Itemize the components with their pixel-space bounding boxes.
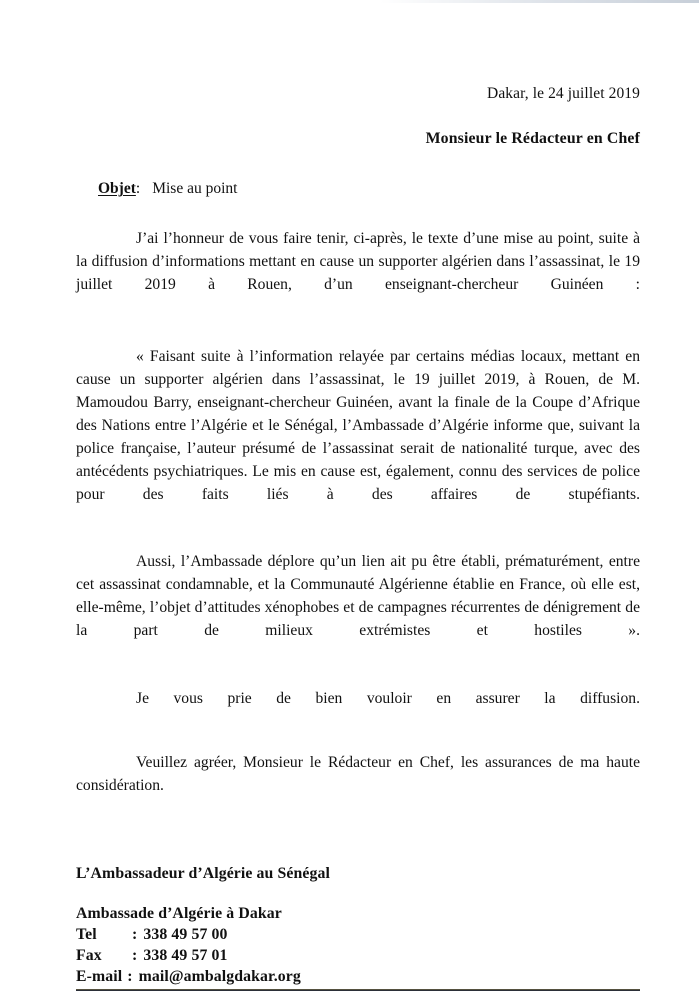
subject-value: Mise au point xyxy=(152,180,238,198)
contact-tel-label: Tel xyxy=(76,926,97,944)
paragraph-intro: J’ai l’honneur de vous faire tenir, ci-après, le texte d’une mise au point, suite à la diffusion d’informations mettant en cause un supporter algérien dans l’assassinat, le 19 juillet 2019 à Rouen, d’un enseignant-chercheur Guinéen : xyxy=(76,230,640,294)
contact-organisation: Ambassade d’Algérie à Dakar xyxy=(76,905,282,923)
contact-tel-value: 338 49 57 00 xyxy=(143,926,228,944)
contact-fax-value: 338 49 57 01 xyxy=(143,947,228,965)
recipient-line: Monsieur le Rédacteur en Chef xyxy=(425,130,640,148)
contact-fax-separator: : xyxy=(132,947,138,965)
subject-label: Objet xyxy=(98,180,136,198)
contact-tel-separator: : xyxy=(132,926,138,944)
paragraph-quote-part-2: Aussi, l’Ambassade déplore qu’un lien ait pu être établi, prématurément, entre cet assassinat condamnable, et la Communauté Algérienne établie en France, où elle est, elle-même, l’objet d’attitudes xénophobes et de campagnes récurrentes de dénigrement de la part de milieux extrémistes et hostiles ». xyxy=(76,553,640,640)
paragraph-diffusion-request: Je vous prie de bien vouloir en assurer la diffusion. xyxy=(136,690,640,708)
paragraph-closing-salutation: Veuillez agréer, Monsieur le Rédacteur en Chef, les assurances de ma haute considération. xyxy=(76,753,640,794)
contact-row-tel xyxy=(76,924,640,945)
signature-title: L’Ambassadeur d’Algérie au Sénégal xyxy=(76,864,330,882)
contact-email-label: E-mail xyxy=(76,968,123,986)
contact-email-separator: : xyxy=(127,968,133,986)
contact-email-value: mail@ambalgdakar.org xyxy=(138,968,301,986)
paragraph-quote-part-1: « Faisant suite à l’information relayée par certains médias locaux, mettant en cause un supporter algérien dans l’assassinat, le 19 juillet 2019, à Rouen, de M. Mamoudou Barry, enseignant-chercheur Guinéen, avant la finale de la Coupe d’Afrique des Nations entre l’Algérie et le Sénégal, l’Ambassade d’Algérie informe que, suivant la police française, l’auteur présumé de l’assassinat serait de nationalité turque, avec des antécédents psychiatriques. Le mis en cause est, également, connu des services de police pour des faits liés à des affaires de stupéfiants. xyxy=(76,348,640,503)
contact-fax-label: Fax xyxy=(76,947,102,965)
subject-separator: : xyxy=(135,180,141,198)
dateline: Dakar, le 24 juillet 2019 xyxy=(487,85,640,102)
subject-line xyxy=(98,180,640,198)
contact-row-email xyxy=(76,966,301,987)
contact-block xyxy=(76,903,640,987)
contact-row-fax xyxy=(76,945,640,966)
